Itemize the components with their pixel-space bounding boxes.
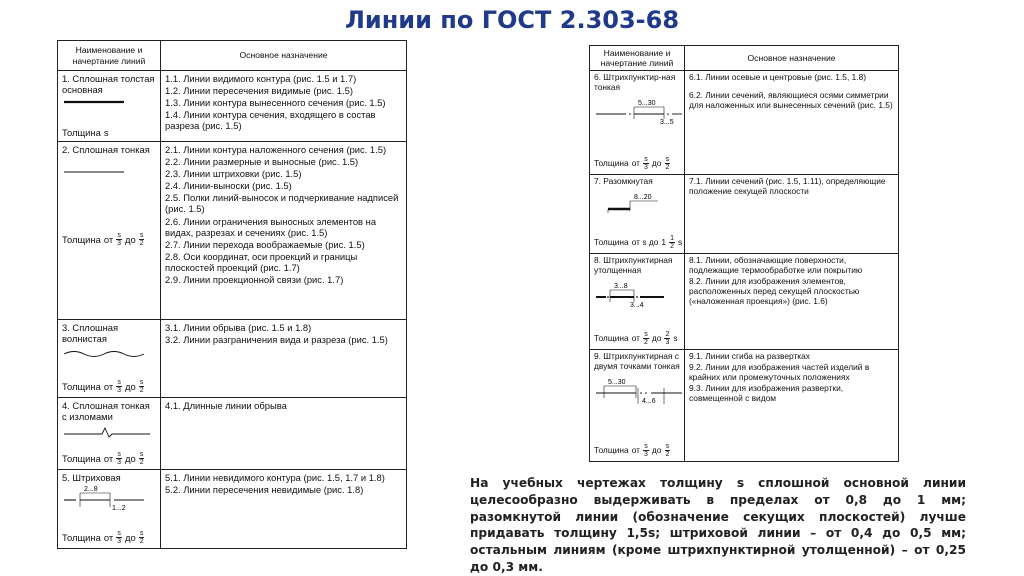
fraction	[643, 331, 649, 346]
fraction	[669, 235, 675, 250]
thickness-from: от	[103, 452, 114, 464]
thickness-label: Толщина	[62, 233, 101, 245]
thickness-spec	[594, 443, 670, 458]
thickness-spec	[62, 379, 145, 394]
purpose-item: 2.5. Полки линий-выносок и подчеркивание надписей (рис. 1.5)	[165, 192, 399, 215]
purpose-cell	[685, 71, 899, 175]
fraction-denominator: 2	[644, 339, 648, 347]
fraction	[116, 232, 122, 247]
purpose-cell	[161, 142, 407, 320]
thickness-value: s	[103, 126, 109, 138]
fraction-numerator: s	[665, 443, 670, 451]
line-type-name: 7. Разомкнутая	[594, 176, 653, 187]
fraction-denominator: 3	[117, 387, 122, 394]
fraction	[116, 451, 122, 466]
dimension-label: 2...8	[84, 486, 98, 494]
table-row	[590, 254, 899, 350]
fraction-numerator: s	[644, 156, 648, 164]
purpose-item: 2.1. Линии контура наложенного сечения (рис. 1.5)	[165, 144, 387, 155]
line-type-cell	[590, 350, 685, 462]
purpose-item: 8.1. Линии, обозначающие поверхности, подлежащие термообработке или покрытию	[689, 255, 863, 276]
thickness-to: до	[651, 157, 662, 168]
fraction-denominator: 3	[644, 451, 648, 459]
line-type-cell	[590, 175, 685, 254]
thickness-unit: s	[677, 236, 683, 247]
purpose-item: 1.2. Линии пересечения видимые (рис. 1.5)	[165, 85, 353, 97]
fraction	[116, 379, 122, 394]
purpose-item: 2.4. Линии-выноски (рис. 1.5)	[165, 180, 292, 192]
fraction-numerator: s	[644, 331, 648, 339]
purpose-cell	[161, 71, 407, 142]
fraction	[139, 232, 145, 247]
fraction-numerator: s	[139, 232, 144, 239]
thickness-label: Толщина	[594, 332, 629, 343]
table-row	[590, 175, 899, 254]
purpose-cell	[685, 175, 899, 254]
fraction-numerator: 1	[670, 235, 674, 243]
thickness-label: Толщина	[62, 531, 101, 543]
purpose-cell	[685, 350, 899, 462]
table-row	[58, 71, 407, 142]
thick-line-sample	[62, 99, 126, 105]
fraction-numerator: s	[117, 232, 121, 239]
fraction-denominator: 3	[117, 459, 122, 466]
line-type-name: 9. Штрихпунктирная с двумя точками тонкая	[594, 351, 680, 372]
purpose-item: 1.1. Линии видимого контура (рис. 1.5 и 1.7)	[165, 73, 357, 84]
slide-title: Линии по ГОСТ 2.303-68	[344, 6, 680, 34]
purpose-item: 2.7. Линии перехода воображаемые (рис. 1.5)	[165, 238, 365, 250]
table-row	[58, 320, 407, 398]
column-header-name: Наименование и начертание линий	[58, 41, 161, 71]
fraction-numerator: s	[117, 379, 121, 386]
thickness-from: от	[103, 531, 114, 543]
purpose-item: 6.1. Линии осевые и центровые (рис. 1.5, 1.8)	[689, 72, 867, 83]
purpose-item: 4.1. Длинные линии обрыва	[165, 400, 287, 411]
thickness-to: до	[125, 380, 136, 392]
fraction	[643, 443, 649, 458]
fraction-denominator: 2	[139, 538, 144, 545]
thickness-label: Толщина	[594, 157, 629, 168]
purpose-item: 2.8. Оси координат, оси проекций и границы плоскостей проекций (рис. 1.7)	[165, 250, 358, 273]
thickness-to: до	[125, 452, 136, 464]
thickness-spec	[62, 530, 145, 545]
thickness-label: Толщина	[62, 380, 101, 392]
two-dot-dash-line-sample	[594, 376, 684, 410]
line-type-name: 8. Штрихпунктирная утолщенная	[594, 255, 673, 276]
thickness-spec	[594, 331, 678, 346]
thickness-spec	[594, 235, 682, 250]
purpose-item: 6.2. Линии сечений, являющиеся осями симметрии для наложенных или вынесенных сечений (рис. 1.5)	[689, 90, 893, 111]
column-header-purpose: Основное назначение	[161, 41, 407, 71]
thickness-from: от	[631, 157, 640, 168]
purpose-cell	[161, 320, 407, 398]
purpose-item: 3.2. Линии разграничения вида и разреза (рис. 1.5)	[165, 334, 388, 346]
line-type-cell	[58, 398, 161, 470]
line-type-name: 3. Сплошная волнистая	[62, 322, 119, 345]
purpose-item: 8.2. Линии для изображения элементов, расположенных перед секущей плоскостью («наложенная проекция») (рис. 1.6)	[689, 276, 860, 306]
fraction-numerator: s	[117, 530, 121, 537]
thickness-spec	[62, 451, 145, 466]
fraction	[116, 530, 122, 545]
thickness-spec	[594, 156, 670, 171]
dimension-label: 5...30	[608, 379, 626, 387]
column-header-name: Наименование и начертание линий	[590, 46, 685, 71]
thick-dash-dot-line-sample	[594, 280, 684, 308]
purpose-item: 9.3. Линии для изображения развертки, совмещенной с видом	[689, 383, 844, 403]
purpose-item: 2.6. Линии ограничения выносных элементов на видах, разрезах и сечениях (рис. 1.5)	[165, 215, 377, 238]
thickness-note: На учебных чертежах толщину s сплошной основной линии целесообразно выдерживать в пределах от 0,8 до 1 мм; разомкнутой линии (обозначение секущих плоскостей) лучше придавать толщину 1,5s; штриховой линии – от 0,4 до 0,5 мм; остальным линиям (кроме штрихпунктирной утолщенной) – от 0,25 до 0,3 мм.	[470, 476, 966, 575]
line-type-cell	[590, 254, 685, 350]
open-line-sample	[594, 191, 684, 215]
fraction	[664, 331, 670, 346]
purpose-cell	[161, 470, 407, 549]
purpose-item: 9.2. Линии для изображения частей изделий в крайних или промежуточных положениях	[689, 362, 870, 383]
line-type-cell	[58, 320, 161, 398]
dimension-label: 1...2	[112, 505, 126, 512]
fraction-denominator: 2	[665, 164, 670, 172]
column-header-purpose: Основное назначение	[685, 46, 899, 71]
purpose-item: 2.2. Линии размерные и выносные (рис. 1.5)	[165, 156, 359, 168]
purpose-item: 2.9. Линии проекционной связи (рис. 1.7)	[165, 274, 344, 286]
line-type-name: 5. Штриховая	[62, 472, 121, 483]
fraction-denominator: 2	[139, 459, 144, 466]
fraction	[643, 156, 649, 171]
line-type-cell	[590, 71, 685, 175]
table-row	[58, 470, 407, 549]
thickness-label: Толщина	[62, 452, 101, 464]
fraction-denominator: 3	[117, 240, 122, 247]
purpose-item: 5.2. Линии пересечения невидимые (рис. 1.8)	[165, 484, 364, 496]
table-row	[58, 398, 407, 470]
fraction	[664, 443, 670, 458]
zigzag-line-sample	[62, 426, 152, 438]
purpose-item: 2.3. Линии штриховки (рис. 1.5)	[165, 168, 302, 180]
thickness-from: от	[103, 380, 114, 392]
thickness-to: до	[125, 531, 136, 543]
fraction-denominator: 3	[644, 164, 648, 172]
left-line-types-table	[57, 40, 407, 549]
dashed-line-sample	[62, 483, 152, 511]
thickness-label: Толщина	[594, 444, 629, 455]
thickness-to: до	[125, 233, 136, 245]
fraction-numerator: 2	[665, 331, 670, 339]
fraction	[139, 379, 145, 394]
dash-dot-line-sample	[594, 97, 684, 125]
thickness-from: от	[631, 444, 640, 455]
purpose-item: 9.1. Линии сгиба на развертках	[689, 351, 810, 362]
fraction-numerator: s	[644, 443, 648, 451]
fraction-denominator: 3	[665, 339, 670, 347]
line-type-name: 1. Сплошная толстая основная	[62, 73, 155, 96]
wavy-line-sample	[62, 348, 152, 358]
line-type-name: 2. Сплошная тонкая	[62, 144, 150, 155]
table-row	[58, 142, 407, 320]
thickness-to: до	[651, 332, 662, 343]
thickness-spec	[62, 232, 145, 247]
fraction-denominator: 2	[139, 240, 144, 247]
dimension-label: 5...30	[638, 100, 656, 108]
table-row	[590, 350, 899, 462]
thickness-spec	[62, 127, 109, 138]
line-type-cell	[58, 71, 161, 142]
fraction-numerator: s	[139, 379, 144, 386]
thickness-to: до	[651, 444, 662, 455]
dimension-label: 3...4	[630, 302, 644, 309]
fraction-denominator: 2	[665, 451, 670, 459]
line-type-cell	[58, 142, 161, 320]
dimension-label: 8...20	[634, 194, 652, 202]
thickness-from: от	[103, 233, 114, 245]
line-type-name: 6. Штрихпунктир-ная тонкая	[594, 72, 676, 93]
thin-line-sample	[62, 169, 126, 175]
fraction-numerator: s	[139, 451, 144, 458]
line-type-cell	[58, 470, 161, 549]
fraction-denominator: 2	[139, 387, 144, 394]
thickness-from: от s до	[631, 236, 659, 247]
line-type-name: 4. Сплошная тонкая с изломами	[62, 400, 150, 423]
thickness-from: от	[631, 332, 640, 343]
purpose-item: 1.4. Линии контура сечения, входящего в состав разреза (рис. 1.5)	[165, 109, 376, 132]
purpose-cell	[685, 254, 899, 350]
fraction	[139, 451, 145, 466]
fraction	[664, 156, 670, 171]
fraction	[139, 530, 145, 545]
dimension-label: 4...6	[642, 398, 656, 406]
purpose-item: 5.1. Линии невидимого контура (рис. 1.5, 1.7 и 1.8)	[165, 472, 385, 483]
purpose-item: 3.1. Линии обрыва (рис. 1.5 и 1.8)	[165, 322, 312, 333]
fraction-numerator: s	[665, 156, 670, 164]
thickness-label: Толщина	[62, 126, 101, 138]
thickness-whole: 1	[661, 236, 667, 247]
purpose-cell	[161, 398, 407, 470]
purpose-item: 1.3. Линии контура вынесенного сечения (рис. 1.5)	[165, 97, 386, 109]
fraction-denominator: 2	[670, 243, 674, 251]
thickness-label: Толщина	[594, 236, 629, 247]
dimension-label: 3...5	[660, 119, 674, 126]
table-row	[590, 71, 899, 175]
fraction-numerator: s	[139, 530, 144, 537]
fraction-numerator: s	[117, 451, 121, 458]
fraction-denominator: 3	[117, 538, 122, 545]
right-line-types-table	[589, 45, 899, 462]
thickness-unit: s	[673, 332, 678, 343]
purpose-item: 7.1. Линии сечений (рис. 1.5, 1.11), определяющие положение секущей плоскости	[689, 176, 886, 197]
dimension-label: 3...8	[614, 283, 628, 291]
